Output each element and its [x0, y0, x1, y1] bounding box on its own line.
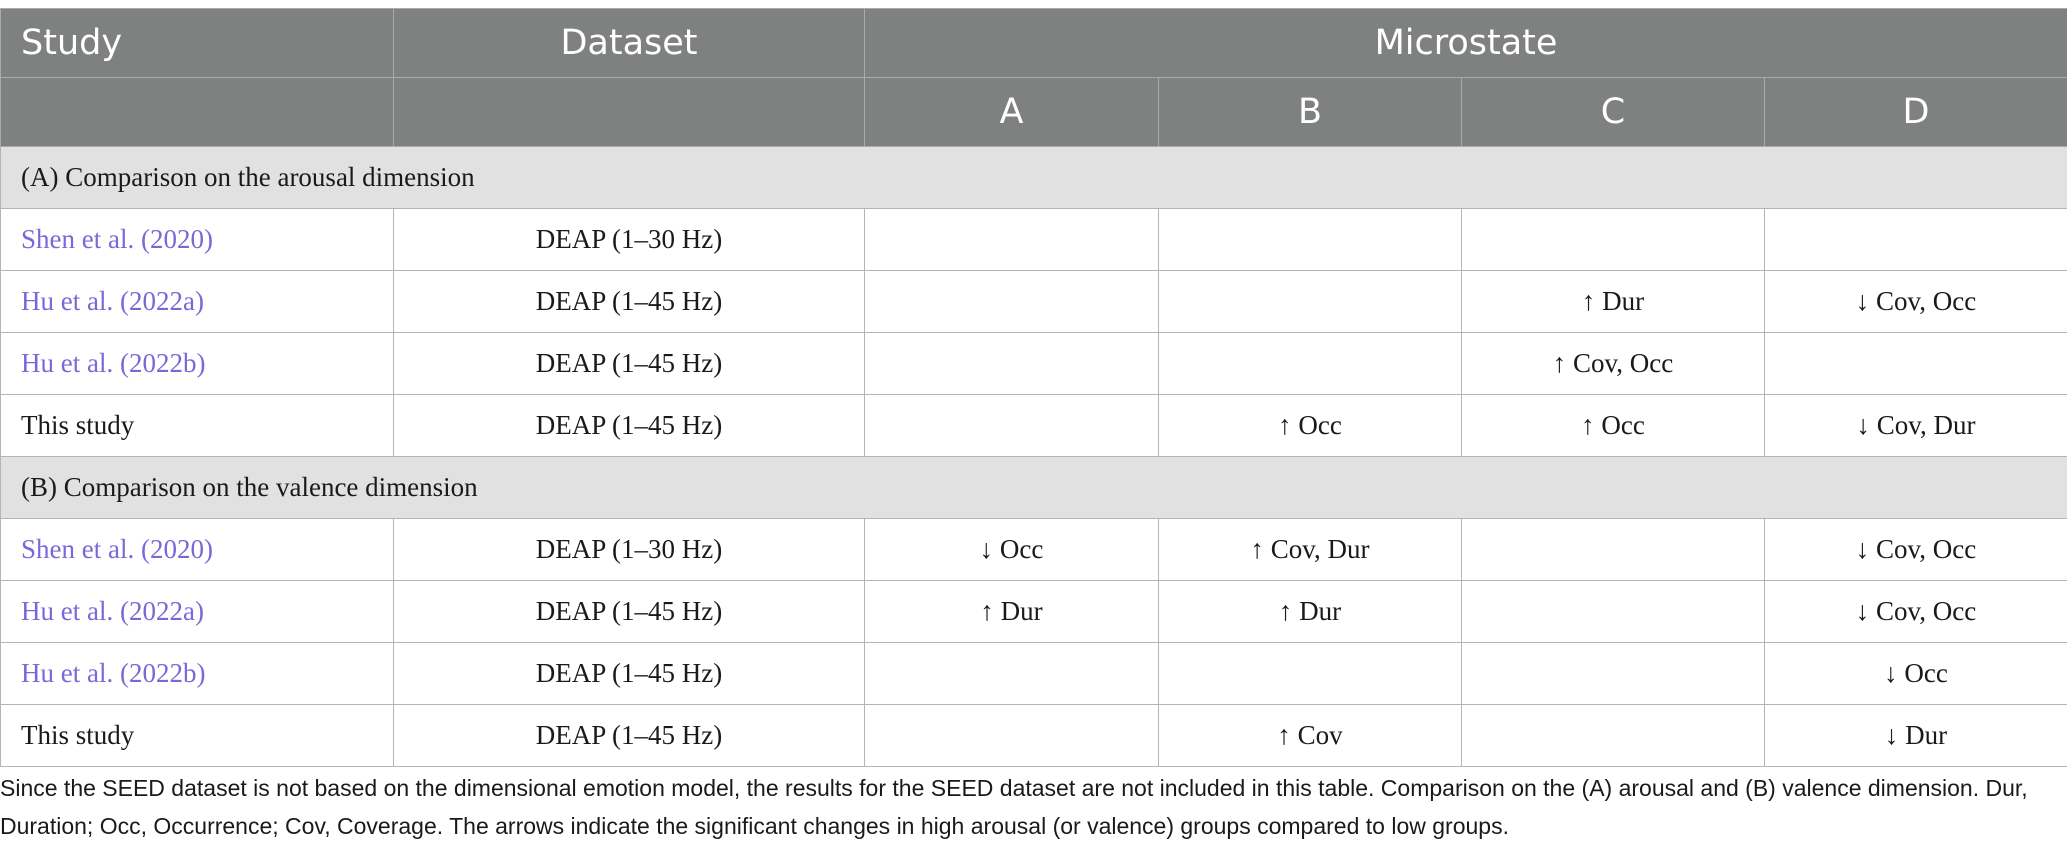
cell-study[interactable]: Hu et al. (2022a): [1, 581, 394, 643]
header-microstate-d: D: [1765, 78, 2067, 147]
table-row: [1, 519, 2067, 581]
cell-microstate-d: [1765, 333, 2067, 395]
table-row: [1, 209, 2067, 271]
cell-study: This study: [1, 705, 394, 767]
cell-dataset: DEAP (1–45 Hz): [394, 395, 865, 457]
cell-dataset: DEAP (1–30 Hz): [394, 519, 865, 581]
cell-microstate-c: ↑ Occ: [1462, 395, 1765, 457]
header-dataset: Dataset: [394, 9, 865, 78]
section-row: [1, 147, 2067, 209]
cell-microstate-d: ↓ Cov, Occ: [1765, 581, 2067, 643]
cell-microstate-d: ↓ Occ: [1765, 643, 2067, 705]
cell-dataset: DEAP (1–45 Hz): [394, 271, 865, 333]
cell-study[interactable]: Shen et al. (2020): [1, 209, 394, 271]
cell-microstate-a: [865, 705, 1159, 767]
cell-dataset: DEAP (1–45 Hz): [394, 581, 865, 643]
header-microstate-a: A: [865, 78, 1159, 147]
cell-study[interactable]: Hu et al. (2022b): [1, 333, 394, 395]
table-row: [1, 333, 2067, 395]
cell-study[interactable]: Hu et al. (2022a): [1, 271, 394, 333]
cell-microstate-c: ↑ Cov, Occ: [1462, 333, 1765, 395]
table-row: [1, 271, 2067, 333]
cell-microstate-c: [1462, 581, 1765, 643]
cell-microstate-a: [865, 209, 1159, 271]
cell-microstate-d: ↓ Dur: [1765, 705, 2067, 767]
table-row: [1, 643, 2067, 705]
section-title: (A) Comparison on the arousal dimension: [1, 147, 2067, 209]
comparison-table-wrapper: [0, 8, 2067, 767]
cell-microstate-b: [1159, 271, 1462, 333]
cell-microstate-b: ↑ Cov: [1159, 705, 1462, 767]
header-row-main: [1, 9, 2067, 78]
cell-microstate-a: [865, 395, 1159, 457]
section-title: (B) Comparison on the valence dimension: [1, 457, 2067, 519]
cell-microstate-c: [1462, 643, 1765, 705]
cell-dataset: DEAP (1–45 Hz): [394, 643, 865, 705]
header-microstate-c: C: [1462, 78, 1765, 147]
cell-microstate-b: ↑ Occ: [1159, 395, 1462, 457]
header-empty-study: [1, 78, 394, 147]
header-empty-dataset: [394, 78, 865, 147]
cell-dataset: DEAP (1–45 Hz): [394, 705, 865, 767]
cell-microstate-b: ↑ Dur: [1159, 581, 1462, 643]
table-row: [1, 705, 2067, 767]
cell-microstate-d: ↓ Cov, Occ: [1765, 271, 2067, 333]
header-microstate-b: B: [1159, 78, 1462, 147]
cell-microstate-c: [1462, 209, 1765, 271]
cell-microstate-c: [1462, 519, 1765, 581]
cell-dataset: DEAP (1–30 Hz): [394, 209, 865, 271]
cell-microstate-b: [1159, 209, 1462, 271]
cell-microstate-d: ↓ Cov, Occ: [1765, 519, 2067, 581]
cell-microstate-d: ↓ Cov, Dur: [1765, 395, 2067, 457]
header-row-sub: [1, 78, 2067, 147]
cell-study: This study: [1, 395, 394, 457]
cell-study[interactable]: Hu et al. (2022b): [1, 643, 394, 705]
microstate-comparison-table: [0, 8, 2067, 767]
cell-microstate-a: ↑ Dur: [865, 581, 1159, 643]
cell-microstate-b: [1159, 333, 1462, 395]
header-study: Study: [1, 9, 394, 78]
header-microstate: Microstate: [865, 9, 2067, 78]
cell-microstate-b: ↑ Cov, Dur: [1159, 519, 1462, 581]
cell-microstate-a: ↓ Occ: [865, 519, 1159, 581]
table-footnote: Since the SEED dataset is not based on the dimensional emotion model, the results for the SEED dataset are not included in this table. Comparison on the (A) arousal and (B) valence dimension. Dur, Duration; Occ, Occurrence; Cov, Coverage. The arrows indicate the significant changes in high arousal (or valence) groups compared to low groups.: [0, 775, 2028, 839]
cell-microstate-c: [1462, 705, 1765, 767]
table-row: [1, 395, 2067, 457]
cell-microstate-d: [1765, 209, 2067, 271]
cell-microstate-b: [1159, 643, 1462, 705]
cell-microstate-a: [865, 271, 1159, 333]
cell-study[interactable]: Shen et al. (2020): [1, 519, 394, 581]
cell-dataset: DEAP (1–45 Hz): [394, 333, 865, 395]
cell-microstate-a: [865, 333, 1159, 395]
cell-microstate-c: ↑ Dur: [1462, 271, 1765, 333]
table-row: [1, 581, 2067, 643]
section-row: [1, 457, 2067, 519]
cell-microstate-a: [865, 643, 1159, 705]
